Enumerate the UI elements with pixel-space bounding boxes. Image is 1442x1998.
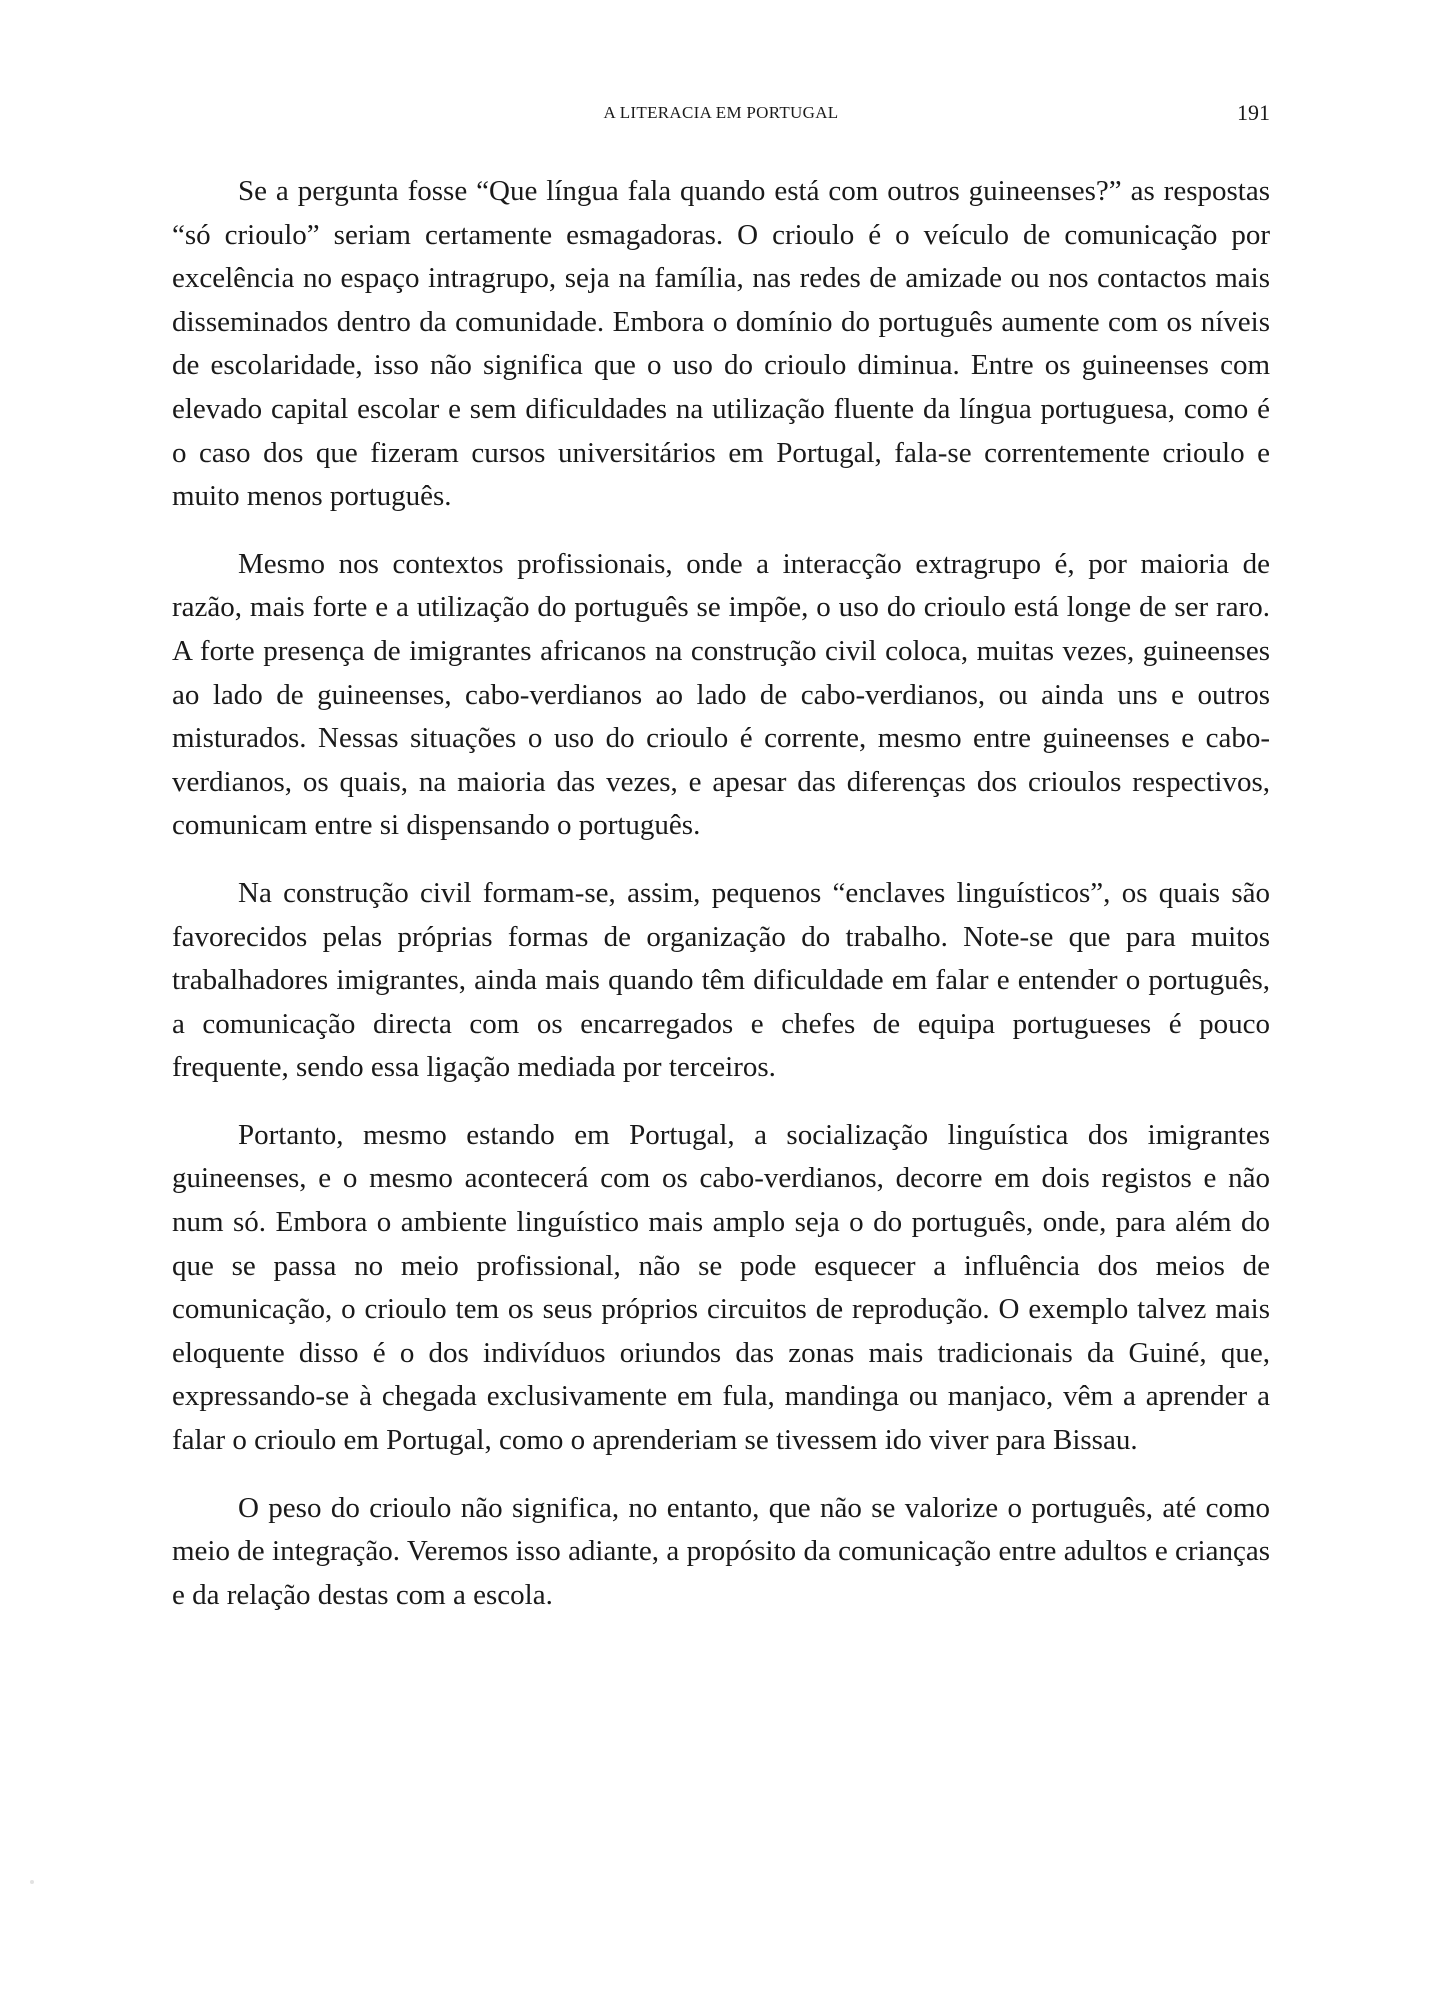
running-head [172, 98, 1270, 128]
body-text [172, 170, 1270, 1641]
paragraph: Se a pergunta fosse “Que língua fala quando está com outros guineenses?” as respostas “só crioulo” seriam certamente esmagadoras. O crioulo é o veículo de comunicação por excelência no espaço intragrupo, seja na família, nas redes de amizade ou nos contactos mais disseminados dentro da comunidade. Embora o domínio do português aumente com os níveis de escolaridade, isso não significa que o uso do crioulo diminua. Entre os guineenses com elevado capital escolar e sem dificuldades na utilização fluente da língua portuguesa, como é o caso dos que fizeram cursos universitários em Portugal, fala-se correntemente crioulo e muito menos português. [172, 175, 1270, 513]
scan-speck [30, 1880, 34, 1884]
running-title: A LITERACIA EM PORTUGAL [603, 103, 839, 122]
paragraph: Portanto, mesmo estando em Portugal, a socialização linguística dos imigrantes guineenses, e o mesmo acontecerá com os cabo-verdianos, decorre em dois registos e não num só. Embora o ambiente linguístico mais amplo seja o do português, onde, para além do que se passa no meio profissional, não se pode esquecer a influência dos meios de comunicação, o crioulo tem os seus próprios circuitos de reprodução. O exemplo talvez mais eloquente disso é o dos indivíduos oriundos das zonas mais tradicionais da Guiné, que, expressando-se à chegada exclusivamente em fula, mandinga ou manjaco, vêm a aprender a falar o crioulo em Portugal, como o aprenderiam se tivessem ido viver para Bissau. [172, 1118, 1270, 1457]
paragraph: Mesmo nos contextos profissionais, onde a interacção extragrupo é, por maioria de razão, mais forte e a utilização do português se impõe, o uso do crioulo está longe de ser raro. A forte presença de imigrantes africanos na construção civil coloca, muitas vezes, guineenses ao lado de guineenses, cabo-verdianos ao lado de cabo-verdianos, ou ainda uns e outros misturados. Nessas situações o uso do crioulo é corrente, mesmo entre guineenses e cabo-verdianos, os quais, na maioria das vezes, e apesar das diferenças dos crioulos respectivos, comunicam entre si dispensando o português. [172, 547, 1270, 842]
paragraph: O peso do crioulo não significa, no entanto, que não se valorize o português, até como meio de integração. Veremos isso adiante, a propósito da comunicação entre adultos e crianças e da relação destas com a escola. [172, 1491, 1270, 1611]
paragraph: Na construção civil formam-se, assim, pequenos “enclaves linguísticos”, os quais são favorecidos pelas próprias formas de organização do trabalho. Note-se que para muitos trabalhadores imigrantes, ainda mais quando têm dificuldade em falar e entender o português, a comunicação directa com os encarregados e chefes de equipa portugueses é pouco frequente, sendo essa ligação mediada por terceiros. [172, 876, 1270, 1084]
page-number: 191 [1237, 100, 1270, 125]
